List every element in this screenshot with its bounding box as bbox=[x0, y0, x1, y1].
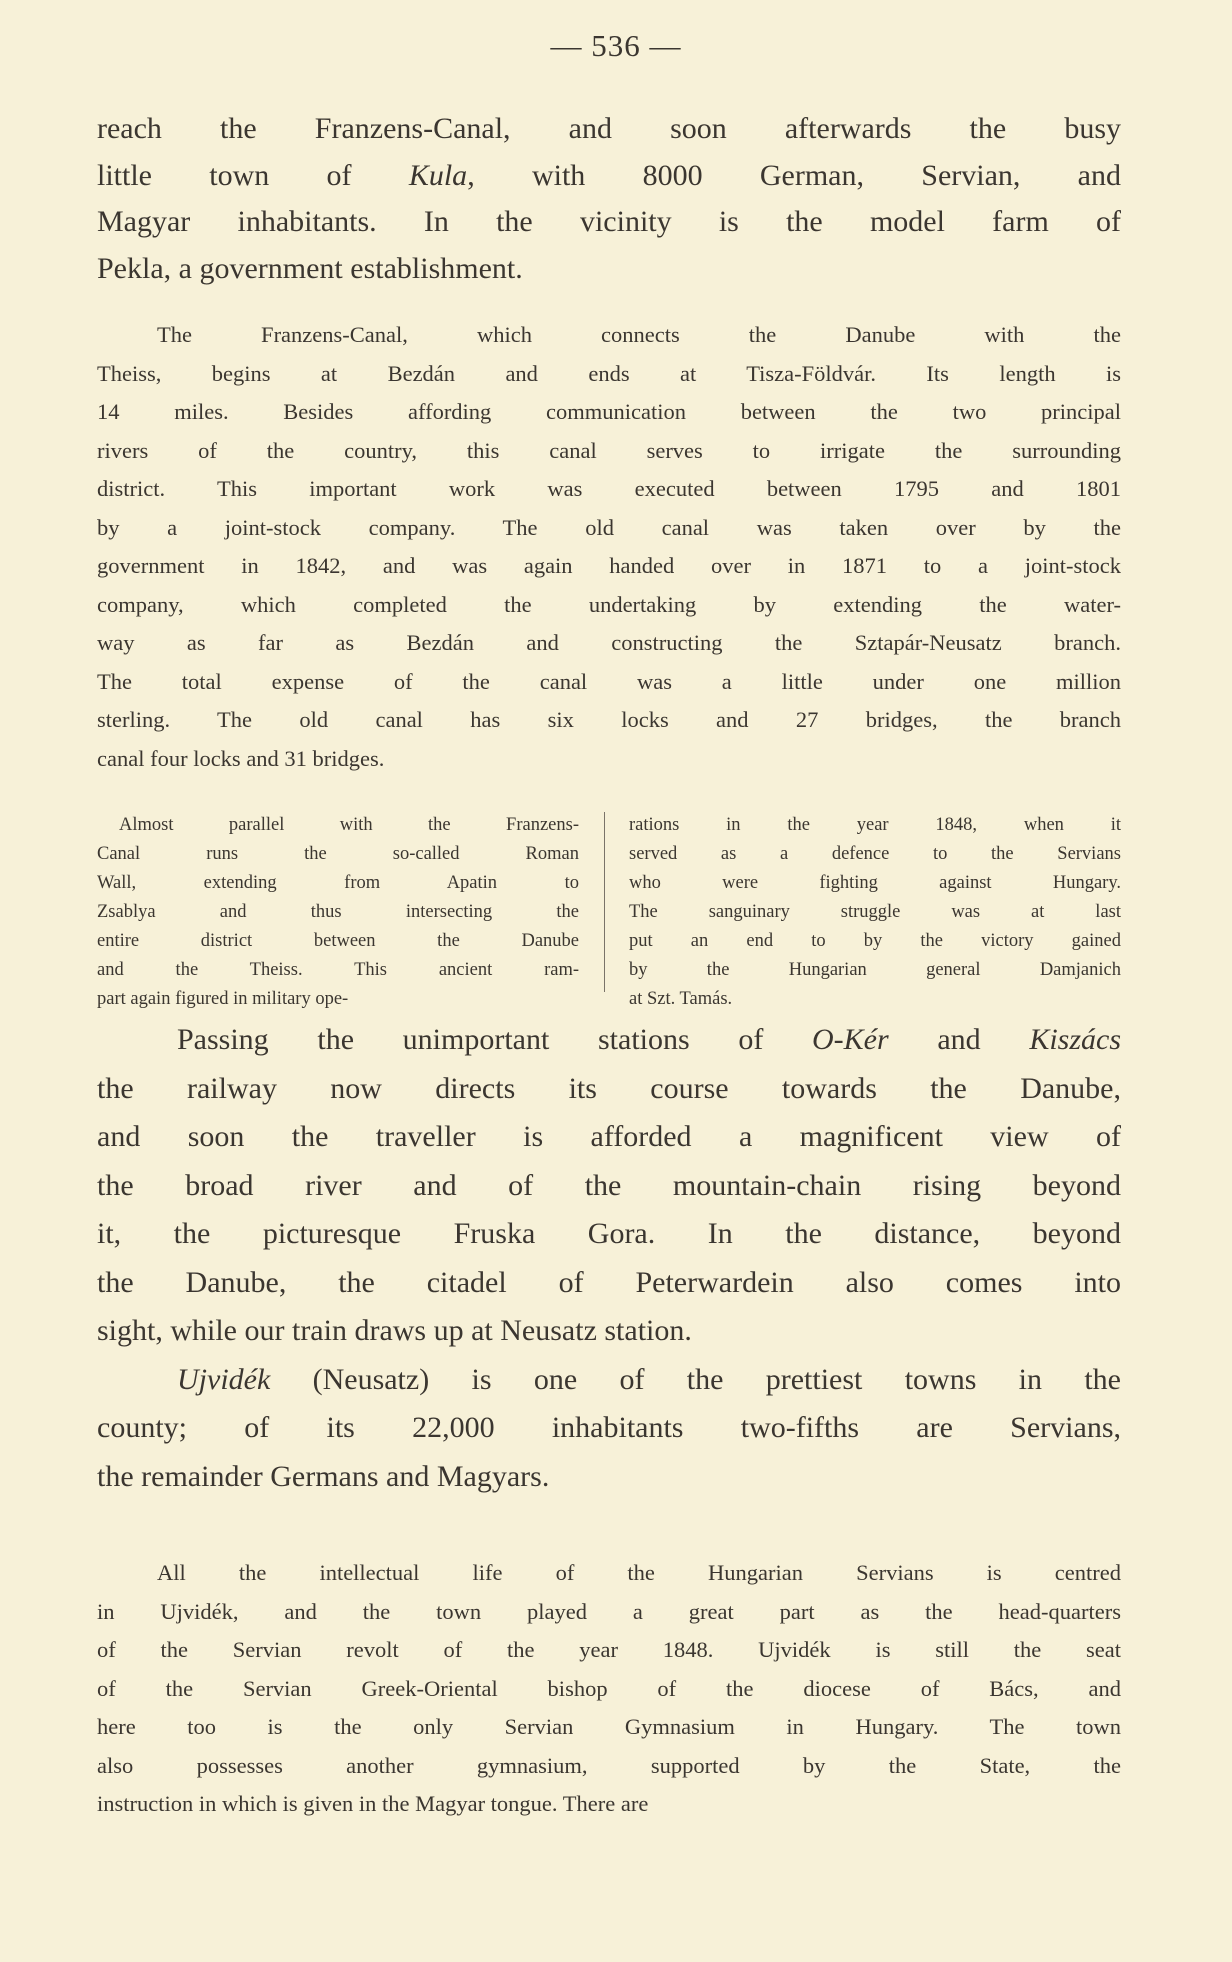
line-text: 14 miles. Besides affording communication between the two principal bbox=[97, 399, 1121, 424]
line-text: rivers of the country, this canal serves to irrigate the surrounding bbox=[97, 437, 1121, 463]
line-text: and soon the traveller is afforded a magnificent view of bbox=[97, 1120, 1121, 1153]
line-text: at Szt. Tamás. bbox=[629, 989, 733, 1009]
text-line bbox=[97, 1259, 1121, 1308]
text-line bbox=[629, 985, 1121, 1014]
text-line bbox=[629, 956, 1121, 985]
line-text: the railway now directs its course towards the Danube, bbox=[97, 1071, 1121, 1105]
text-line bbox=[97, 1785, 1121, 1824]
text-line bbox=[97, 106, 1121, 153]
line-text: Canal runs the so-called Roman bbox=[97, 844, 579, 864]
text-line bbox=[629, 840, 1121, 869]
text-line bbox=[629, 869, 1121, 898]
text-line bbox=[97, 1670, 1121, 1709]
italic-place-name: Kula bbox=[408, 158, 468, 192]
text-line bbox=[97, 355, 1121, 394]
text-line bbox=[97, 1162, 1121, 1211]
text-line bbox=[97, 811, 579, 840]
line-text: The total expense of the canal was a little under one million bbox=[97, 668, 1121, 694]
line-text: Pekla, a government establishment. bbox=[97, 251, 523, 285]
paragraph-4 bbox=[97, 1554, 1121, 1824]
text-line bbox=[97, 1065, 1121, 1114]
line-text: by a joint-stock company. The old canal was taken over by the bbox=[97, 514, 1121, 540]
paragraph-3 bbox=[97, 1016, 1121, 1501]
text-line bbox=[97, 153, 1121, 200]
line-text: by the Hungarian general Damjanich bbox=[629, 960, 1121, 980]
line-text: Theiss, begins at Bezdán and ends at Tisza-Földvár. Its length is bbox=[97, 360, 1121, 386]
text-line bbox=[97, 393, 1121, 432]
text-line bbox=[97, 1708, 1121, 1747]
line-text: way as far as Bezdán and constructing the Sztapár-Neusatz branch. bbox=[97, 630, 1121, 655]
text-line bbox=[97, 509, 1121, 548]
line-text: company, which completed the undertaking by extending the water- bbox=[97, 591, 1121, 617]
text-line bbox=[97, 547, 1121, 586]
text-line bbox=[97, 1554, 1121, 1593]
line-text: government in 1842, and was again handed over in 1871 to a joint-stock bbox=[97, 553, 1121, 578]
column-right bbox=[629, 811, 1121, 1014]
text-line bbox=[97, 1016, 1121, 1065]
line-text: Magyar inhabitants. In the vicinity is the model farm of bbox=[97, 205, 1121, 238]
column-left bbox=[97, 811, 579, 1014]
line-text: little town of bbox=[97, 158, 409, 192]
line-text: and the Theiss. This ancient ram- bbox=[97, 960, 579, 980]
line-text: of the Servian Greek-Oriental bishop of the diocese of Bács, and bbox=[97, 1675, 1121, 1701]
line-text: district. This important work was executed between 1795 and 1801 bbox=[97, 476, 1121, 501]
line-text: sterling. The old canal has six locks and 27 bridges, the branch bbox=[97, 707, 1121, 732]
text-line bbox=[97, 985, 579, 1014]
text-line bbox=[629, 927, 1121, 956]
line-text: Almost parallel with the Franzens- bbox=[119, 815, 579, 835]
text-line bbox=[97, 1404, 1121, 1453]
italic-place-name: O-Kér bbox=[812, 1023, 889, 1056]
line-text: Passing the unimportant stations of bbox=[177, 1023, 812, 1056]
line-text: also possesses another gymnasium, supported by the State, the bbox=[97, 1752, 1121, 1778]
italic-place-name: Ujvidék bbox=[177, 1362, 271, 1396]
text-line bbox=[97, 956, 579, 985]
line-text: All the intellectual life of the Hungarian Servians is centred bbox=[157, 1560, 1121, 1585]
text-line bbox=[97, 898, 579, 927]
text-line bbox=[97, 199, 1121, 246]
text-line bbox=[97, 316, 1121, 355]
line-text: and bbox=[888, 1023, 1030, 1056]
line-text: rations in the year 1848, when it bbox=[629, 815, 1121, 835]
text-line bbox=[97, 1113, 1121, 1162]
line-text: , with 8000 German, Servian, and bbox=[467, 158, 1121, 192]
line-text: The sanguinary struggle was at last bbox=[629, 902, 1121, 922]
text-line bbox=[97, 840, 579, 869]
text-line bbox=[629, 811, 1121, 840]
line-text: the broad river and of the mountain-chain rising beyond bbox=[97, 1168, 1121, 1202]
text-line bbox=[97, 869, 579, 898]
italic-place-name: Kiszács bbox=[1029, 1023, 1121, 1056]
line-text: here too is the only Servian Gymnasium in Hungary. The town bbox=[97, 1714, 1121, 1739]
line-text: put an end to by the victory gained bbox=[629, 931, 1121, 951]
text-line bbox=[97, 586, 1121, 625]
text-line bbox=[97, 1593, 1121, 1632]
text-line bbox=[97, 470, 1121, 509]
text-line bbox=[97, 1307, 1121, 1356]
line-text: served as a defence to the Servians bbox=[629, 844, 1121, 864]
line-text: Wall, extending from Apatin to bbox=[97, 873, 579, 893]
text-line bbox=[97, 701, 1121, 740]
line-text: the remainder Germans and Magyars. bbox=[97, 1459, 550, 1493]
page-number: — 536 — bbox=[550, 28, 682, 63]
line-text: in Ujvidék, and the town played a great part as the head-quarters bbox=[97, 1598, 1121, 1624]
line-text: of the Servian revolt of the year 1848. Ujvidék is still the seat bbox=[97, 1637, 1121, 1662]
paragraph-2 bbox=[97, 316, 1121, 778]
line-text: canal four locks and 31 bridges. bbox=[97, 745, 385, 771]
line-text: who were fighting against Hungary. bbox=[629, 873, 1121, 893]
line-text: (Neusatz) is one of the prettiest towns in the bbox=[270, 1362, 1121, 1396]
line-text: part again figured in military ope- bbox=[97, 989, 349, 1009]
line-text: instruction in which is given in the Magyar tongue. There are bbox=[97, 1791, 649, 1816]
text-line bbox=[97, 740, 1121, 779]
text-line bbox=[97, 1747, 1121, 1786]
line-text: Zsablya and thus intersecting the bbox=[97, 902, 579, 922]
text-line bbox=[97, 1210, 1121, 1259]
text-line bbox=[97, 1453, 1121, 1502]
column-divider bbox=[604, 812, 605, 992]
line-text: reach the Franzens-Canal, and soon afterwards the busy bbox=[97, 112, 1121, 145]
line-text: county; of its 22,000 inhabitants two-fifths are Servians, bbox=[97, 1411, 1121, 1444]
text-line bbox=[97, 1631, 1121, 1670]
text-line bbox=[97, 663, 1121, 702]
text-line bbox=[97, 246, 1121, 293]
line-text: sight, while our train draws up at Neusatz station. bbox=[97, 1314, 692, 1347]
line-text: The Franzens-Canal, which connects the Danube with the bbox=[157, 322, 1121, 347]
text-line bbox=[97, 432, 1121, 471]
line-text: entire district between the Danube bbox=[97, 931, 579, 951]
line-text: the Danube, the citadel of Peterwardein also comes into bbox=[97, 1265, 1121, 1299]
text-line bbox=[97, 927, 579, 956]
text-line bbox=[97, 624, 1121, 663]
text-line bbox=[629, 898, 1121, 927]
paragraph-1 bbox=[97, 106, 1121, 292]
line-text: it, the picturesque Fruska Gora. In the distance, beyond bbox=[97, 1217, 1121, 1250]
text-line bbox=[97, 1356, 1121, 1405]
